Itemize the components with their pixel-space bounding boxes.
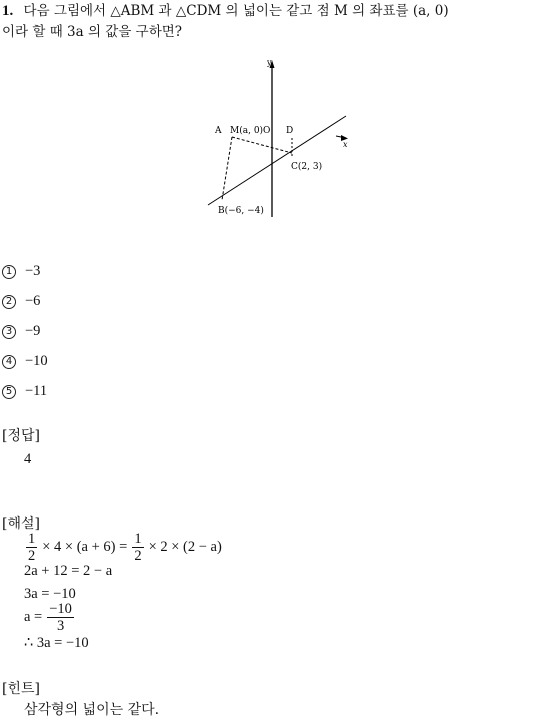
answer-header: [정답] [2, 428, 40, 444]
eq1-frac-2 [132, 531, 143, 564]
line-bc [208, 116, 346, 205]
eq1-frac-1-num: 1 [28, 531, 36, 547]
solution-eq-4 [24, 601, 76, 634]
label-o: O [263, 126, 271, 136]
choice-3-marker: 3 [2, 325, 16, 339]
choice-2-marker: 2 [2, 295, 16, 309]
eq1-middle: × 4 × (a + 6) = [42, 539, 128, 555]
label-y: y [267, 58, 272, 67]
eq1-end: × 2 × (2 − a) [148, 539, 222, 555]
solution-eq-3: 3a = −10 [24, 586, 76, 602]
label-d: D [286, 126, 294, 136]
eq1-frac-2-num: 1 [134, 531, 142, 547]
eq1-frac-1 [26, 531, 37, 564]
label-x: x [343, 140, 348, 149]
eq4-frac-den: 3 [56, 618, 65, 634]
choice-1-value: −3 [25, 263, 41, 279]
choice-3-value: −9 [25, 323, 41, 339]
choice-3[interactable] [2, 323, 40, 340]
label-c: C(2, 3) [291, 162, 323, 172]
coordinate-figure [190, 52, 360, 222]
choice-4-value: −10 [25, 353, 48, 369]
choice-1-marker: 1 [2, 265, 16, 279]
solution-eq-1 [24, 531, 222, 564]
eq1-frac-1-den: 2 [28, 548, 36, 564]
hint-text: 삼각형의 넓이는 같다. [24, 702, 160, 718]
answer-value: 4 [24, 451, 32, 467]
question-text-2: 이라 할 때 3a 의 값을 구하면? [2, 24, 183, 40]
label-m: M(a, 0) [230, 126, 264, 136]
choice-2[interactable] [2, 293, 40, 310]
solution-header: [해설] [2, 516, 40, 532]
choice-5[interactable] [2, 383, 47, 400]
solution-eq-5: ∴ 3a = −10 [24, 635, 89, 651]
hint-header: [힌트] [2, 681, 40, 697]
eq4-frac [47, 601, 74, 634]
eq4-frac-num: −10 [49, 601, 72, 617]
choice-5-marker: 5 [2, 385, 16, 399]
question-line-1 [2, 1, 449, 21]
label-a: A [215, 126, 222, 136]
choice-2-value: −6 [25, 293, 41, 309]
choice-4-marker: 4 [2, 355, 16, 369]
choice-1[interactable] [2, 263, 40, 280]
choice-5-value: −11 [25, 383, 48, 399]
eq4-lhs: a = [24, 609, 43, 625]
label-b: B(−6, −4) [218, 206, 264, 216]
question-number: 1. [2, 3, 14, 19]
segment-am [232, 137, 292, 153]
choice-4[interactable] [2, 353, 48, 370]
eq1-frac-2-den: 2 [134, 548, 142, 564]
question-text-1: 다음 그림에서 △ABM 과 △CDM 의 넓이는 같고 점 M 의 좌표를 (a, 0) [23, 3, 449, 19]
solution-eq-2: 2a + 12 = 2 − a [24, 563, 113, 579]
